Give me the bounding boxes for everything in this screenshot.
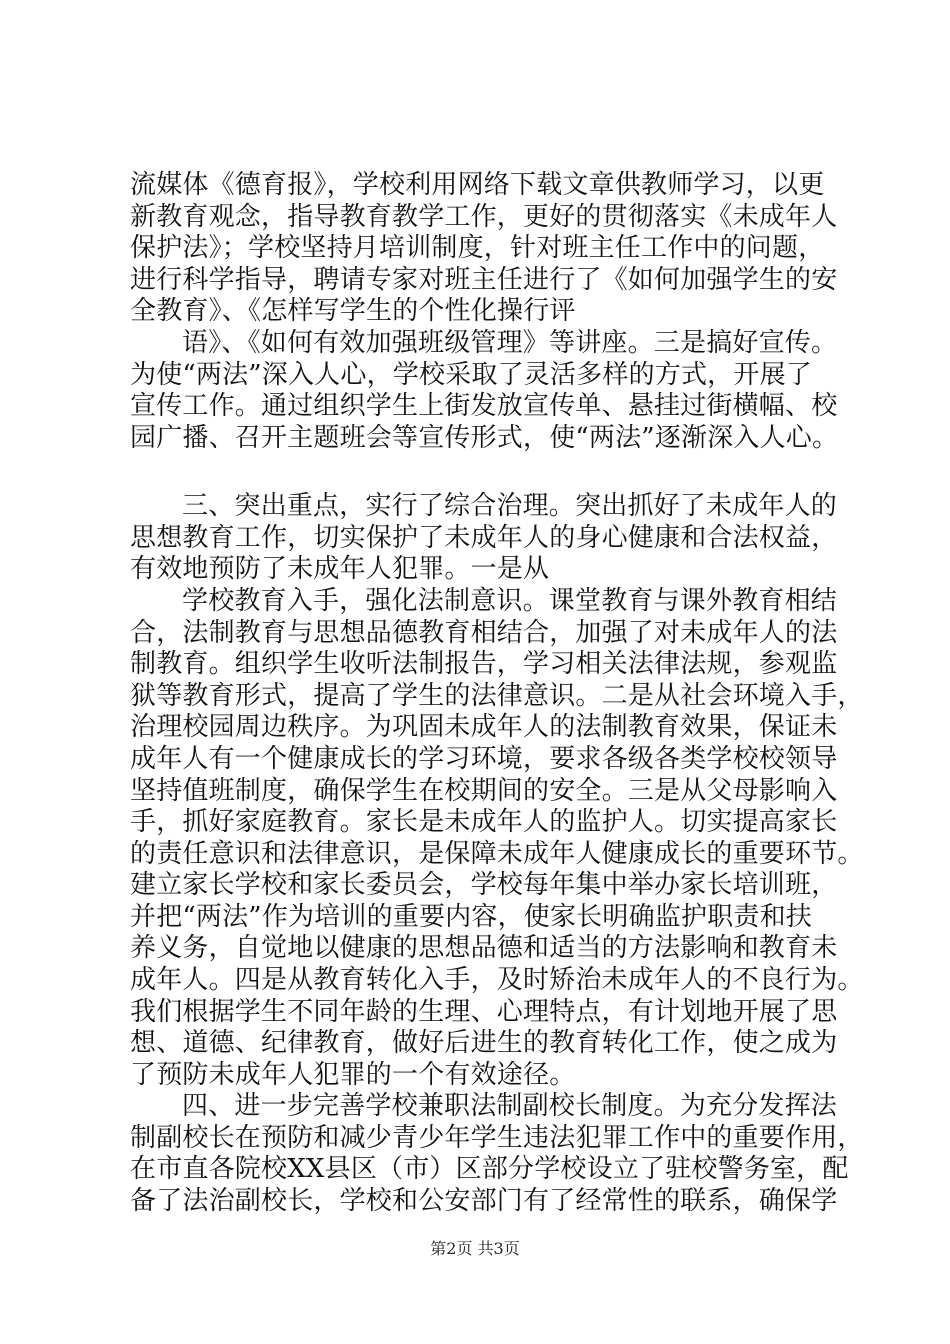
text-line: 备了法治副校长，学校和公安部门有了经常性的联系，确保学 xyxy=(130,1186,838,1216)
text-line: 进行科学指导，聘请专家对班主任进行了《如何加强学生的安 xyxy=(130,264,838,295)
text-line: 合，法制教育与思想品德教育相结合，加强了对未成年人的法 xyxy=(130,617,838,648)
text-line: 手，抓好家庭教育。家长是未成年人的监护人。切实提高家长 xyxy=(130,807,838,837)
page-footer: 第2页 共3页 xyxy=(430,1239,520,1258)
text-line: 新教育观念，指导教育教学工作，更好的贯彻落实《未成年人 xyxy=(130,201,838,232)
text-line: 狱等教育形式，提高了学生的法律意识。二是从社会环境入手， xyxy=(130,680,864,711)
text-line: 思想教育工作，切实保护了未成年人的身心健康和合法权益， xyxy=(130,522,838,553)
text-line: 我们根据学生不同年龄的生理、心理特点，有计划地开展了思 xyxy=(130,996,838,1027)
text-line: 并把“两法”作为培训的重要内容，使家长明确监护职责和扶 xyxy=(130,901,812,932)
text-line: 成年人有一个健康成长的学习环境，要求各级各类学校校领导 xyxy=(130,743,838,774)
text-line: 治理校园周边秩序。为巩固未成年人的法制教育效果，保证未 xyxy=(130,712,838,743)
text-line: 园广播、召开主题班会等宣传形式，使“两法”逐渐深入人心。 xyxy=(130,422,839,453)
text-line: 想、道德、纪律教育，做好后进生的教育转化工作，使之成为 xyxy=(130,1028,838,1059)
text-line: 四、进一步完善学校兼职法制副校长制度。为充分发挥法 xyxy=(182,1091,838,1122)
text-line: 成年人。四是从教育转化入手，及时矫治未成年人的不良行为。 xyxy=(130,964,864,995)
text-line: 有效地预防了未成年人犯罪。一是从 xyxy=(130,554,550,585)
text-line: 了预防未成年人犯罪的一个有效途径。 xyxy=(130,1059,576,1090)
text-line: 三、突出重点，实行了综合治理。突出抓好了未成年人的 xyxy=(182,491,838,522)
text-line: 宣传工作。通过组织学生上街发放宣传单、悬挂过街横幅、校 xyxy=(130,391,838,422)
text-line: 学校教育入手，强化法制意识。课堂教育与课外教育相结 xyxy=(182,586,838,616)
text-line: 在市直各院校XX县区（市）区部分学校设立了驻校警务室，配 xyxy=(130,1154,849,1185)
text-line: 保护法》；学校坚持月培训制度，针对班主任工作中的问题， xyxy=(130,233,825,264)
text-line: 的责任意识和法律意识，是保障未成年人健康成长的重要环节。 xyxy=(130,838,864,869)
text-line: 养义务，自觉地以健康的思想品德和适当的方法影响和教育未 xyxy=(130,933,838,964)
text-line: 全教育》、《怎样写学生的个性化操行评 xyxy=(130,296,576,327)
text-line: 制教育。组织学生收听法制报告，学习相关法律法规，参观监 xyxy=(130,649,838,680)
text-line: 制副校长在预防和减少青少年学生违法犯罪工作中的重要作用， xyxy=(130,1122,864,1153)
text-line: 流媒体《德育报》，学校利用网络下载文章供教师学习，以更 xyxy=(130,170,825,200)
text-line: 建立家长学校和家长委员会，学校每年集中举办家长培训班， xyxy=(130,870,838,901)
text-line: 为使“两法”深入人心，学校采取了灵活多样的方式，开展了 xyxy=(130,359,812,390)
text-line: 语》、《如何有效加强班级管理》等讲座。三是搞好宣传。 xyxy=(182,327,838,358)
text-line: 坚持值班制度，确保学生在校期间的安全。三是从父母影响入 xyxy=(130,775,838,806)
